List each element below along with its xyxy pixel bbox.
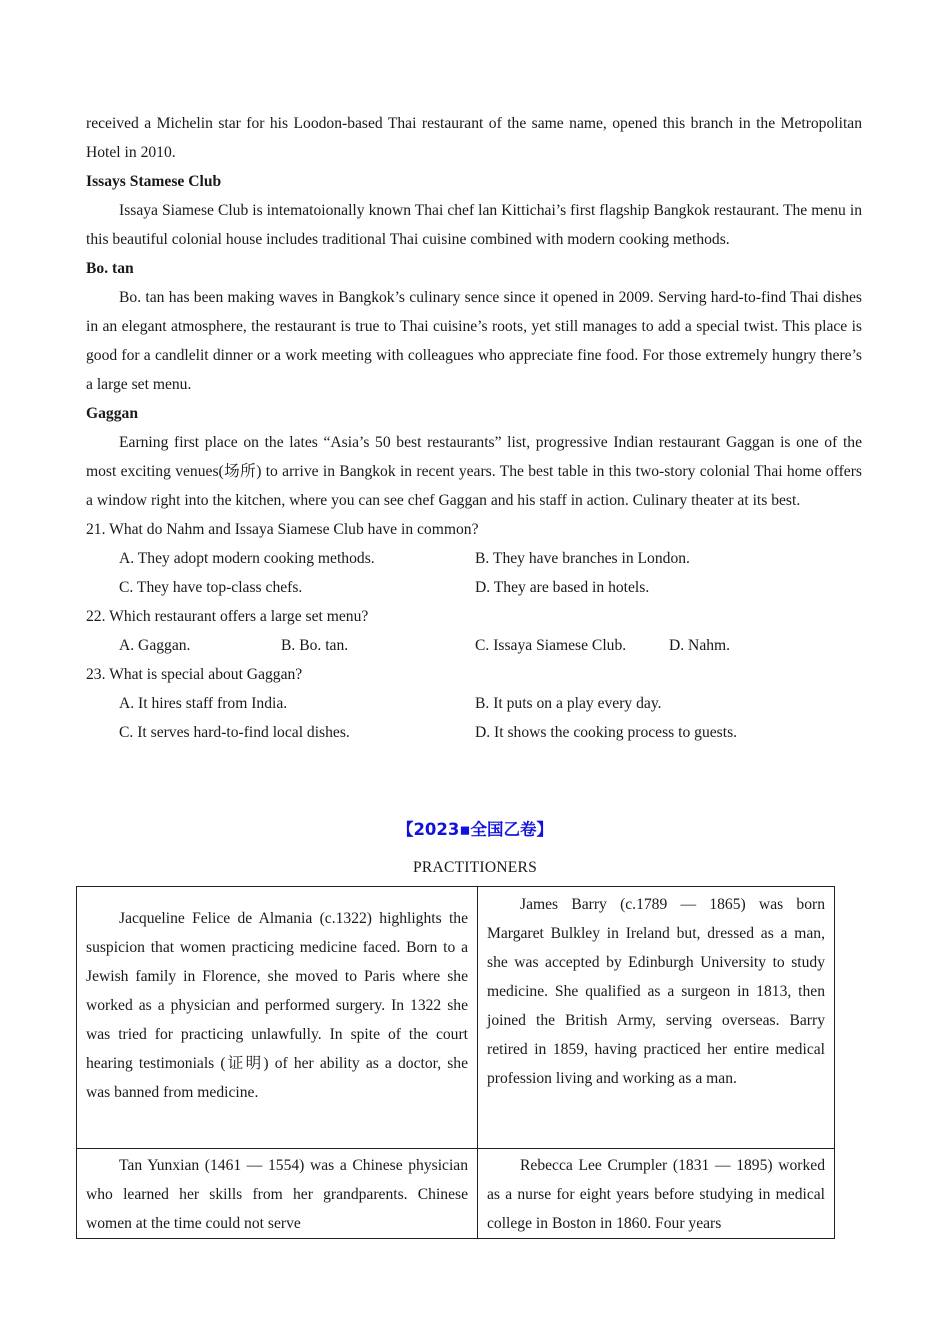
exam-section-heading: 【2023▪全国乙卷】 bbox=[396, 820, 554, 839]
question-22-option-b: B. Bo. tan. bbox=[281, 637, 349, 654]
practitioner-cell-crumpler bbox=[478, 1149, 835, 1239]
question-23-stem: 23. What is special about Gaggan? bbox=[86, 666, 303, 683]
restaurant-description-issaya: Issaya Siamese Club is intematoionally known Thai chef lan Kittichai’s first flagship Bangkok restaurant. The menu in this beautiful colonial house includes traditional Thai cuisine combined with modern cooking methods. bbox=[86, 202, 862, 248]
table-row bbox=[77, 1149, 835, 1239]
restaurant-title-botan: Bo. tan bbox=[86, 260, 134, 277]
restaurant-title-gaggan: Gaggan bbox=[86, 405, 138, 422]
question-21-options-row-2 bbox=[86, 573, 862, 602]
restaurant-title-issaya: Issays Stamese Club bbox=[86, 173, 222, 190]
passage-title: PRACTITIONERS bbox=[413, 859, 537, 876]
question-22-option-d: D. Nahm. bbox=[669, 637, 731, 654]
question-23-options-row-2 bbox=[86, 718, 862, 747]
question-21-option-c: C. They have top-class chefs. bbox=[119, 579, 303, 596]
practitioner-text: James Barry (c.1789 — 1865) was born Margaret Bulkley in Ireland but, dressed as a man, she was accepted by Edinburgh University to study medicine. She qualified as a surgeon in 1813, then joined the British Army, serving overseas. Barry retired in 1859, having practiced her entire medical profession living and working as a man. bbox=[487, 896, 825, 1087]
practitioner-text: Rebecca Lee Crumpler (1831 — 1895) worked as a nurse for eight years before studying in medical college in Boston in 1860. Four years bbox=[487, 1157, 825, 1232]
restaurant-description-gaggan: Earning first place on the lates “Asia’s 50 best restaurants” list, progressive Indian restaurant Gaggan is one of the most exciting venues(场所) to arrive in Bangkok in recent years. The best table in this two-story colonial Thai home offers a window right into the kitchen, where you can see chef Gaggan and his staff in action. Culinary theater at its best. bbox=[86, 434, 862, 509]
table-row bbox=[77, 887, 835, 1149]
question-21-options-row-1 bbox=[86, 544, 862, 573]
question-23-option-c: C. It serves hard-to-find local dishes. bbox=[119, 724, 350, 741]
nahm-paragraph-tail: received a Michelin star for his Loodon-based Thai restaurant of the same name, opened this branch in the Metropolitan Hotel in 2010. bbox=[86, 115, 862, 161]
question-23-option-b: B. It puts on a play every day. bbox=[475, 695, 662, 712]
practitioners-table bbox=[76, 886, 835, 1239]
question-22-stem: 22. Which restaurant offers a large set menu? bbox=[86, 608, 369, 625]
practitioner-cell-barry bbox=[478, 887, 835, 1149]
question-21-option-a: A. They adopt modern cooking methods. bbox=[119, 550, 375, 567]
question-23-option-a: A. It hires staff from India. bbox=[119, 695, 288, 712]
practitioner-text: Tan Yunxian (1461 — 1554) was a Chinese physician who learned her skills from her grandparents. Chinese women at the time could not serve bbox=[86, 1157, 468, 1232]
practitioner-cell-tan-yunxian bbox=[77, 1149, 478, 1239]
question-21-stem: 21. What do Nahm and Issaya Siamese Club have in common? bbox=[86, 521, 479, 538]
restaurant-description-botan: Bo. tan has been making waves in Bangkok’s culinary sence since it opened in 2009. Serving hard-to-find Thai dishes in an elegant atmosphere, the restaurant is true to Thai cuisine’s roots, yet still manages to add a special twist. This place is good for a candlelit dinner or a work meeting with colleagues who appreciate fine food. For those extremely hungry there’s a large set menu. bbox=[86, 289, 862, 393]
practitioner-text: Jacqueline Felice de Almania (c.1322) highlights the suspicion that women practicing medicine faced. Born to a Jewish family in Florence, she moved to Paris where she worked as a physician and performed surgery. In 1322 she was tried for practicing unlawfully. In spite of the court hearing testimonials (证明) of her ability as a doctor, she was banned from medicine. bbox=[86, 910, 468, 1101]
question-22-option-a: A. Gaggan. bbox=[119, 637, 191, 654]
question-21-option-b: B. They have branches in London. bbox=[475, 550, 690, 567]
question-22-option-c: C. Issaya Siamese Club. bbox=[475, 637, 627, 654]
practitioner-cell-almania bbox=[77, 887, 478, 1149]
question-23-options-row-1 bbox=[86, 689, 862, 718]
question-21-option-d: D. They are based in hotels. bbox=[475, 579, 650, 596]
document-page bbox=[86, 109, 862, 747]
question-22-options-row bbox=[86, 631, 862, 660]
question-23-option-d: D. It shows the cooking process to guests. bbox=[475, 724, 738, 741]
